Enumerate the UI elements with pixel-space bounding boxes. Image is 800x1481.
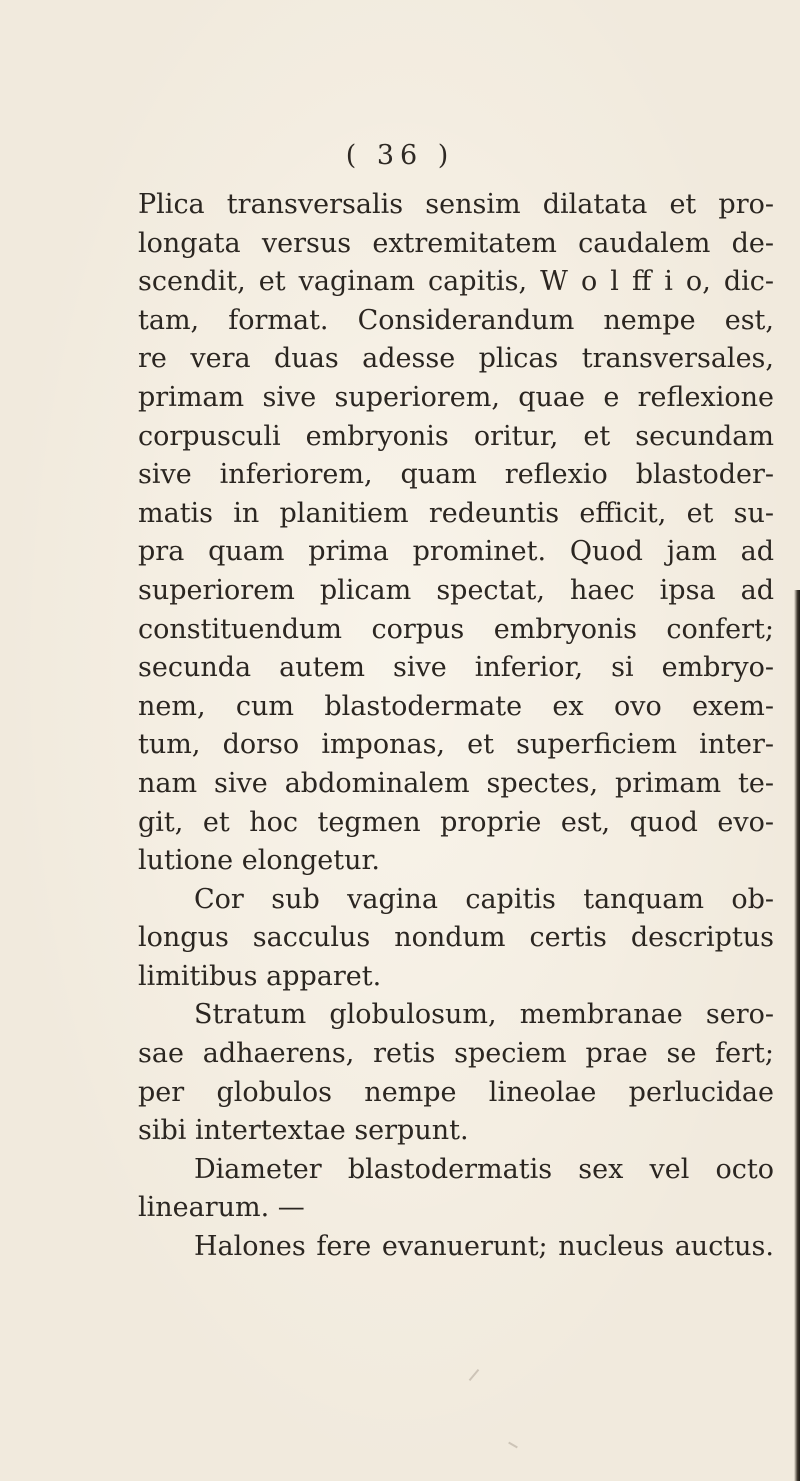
text-line: per globulos nempe lineolae perlucidae	[138, 1076, 774, 1108]
text-line: limitibus apparet.	[138, 960, 382, 992]
text-line: longata versus extremitatem caudalem de-	[138, 227, 774, 259]
text-line: Diameter blastodermatis sex vel octo	[194, 1153, 774, 1185]
text-line: sae adhaerens, retis speciem prae se fert;	[138, 1038, 774, 1070]
page-number: ( 36 )	[345, 140, 455, 171]
text-line: constituendum corpus embryonis confert;	[138, 613, 774, 645]
paper-blemish	[508, 1442, 518, 1449]
text-line: sibi intertextae serpunt.	[138, 1115, 469, 1147]
text-line: tam, format. Considerandum nempe est,	[138, 304, 774, 336]
paper-blemish	[469, 1369, 480, 1381]
text-line: Halones fere evanuerunt; nucleus auctus.	[194, 1231, 774, 1263]
text-line: secunda autem sive inferior, si embryo-	[138, 652, 774, 684]
text-line: Stratum globulosum, membranae sero-	[194, 999, 774, 1031]
page-edge-shadow	[794, 590, 800, 1481]
text-line: git, et hoc tegmen proprie est, quod evo-	[138, 806, 774, 838]
text-line: Plica transversalis sensim dilatata et pro-	[138, 189, 774, 220]
text-line: corpusculi embryonis oritur, et secundam	[138, 420, 774, 452]
text-line: primam sive superiorem, quae e reflexione	[138, 381, 774, 413]
text-line: superiorem plicam spectat, haec ipsa ad	[138, 574, 774, 606]
text-line: sive inferiorem, quam reflexio blastoder-	[138, 459, 774, 491]
text-line: tum, dorso imponas, et superficiem inter-	[138, 729, 774, 761]
text-line: linearum. —	[138, 1192, 305, 1224]
text-line: re vera duas adesse plicas transversales,	[138, 343, 774, 375]
text-line: lutione elongetur.	[138, 845, 380, 877]
text-line: longus sacculus nondum certis descriptus	[138, 922, 774, 954]
text-line: scendit, et vaginam capitis, W o l ff i o, dic-	[138, 266, 774, 298]
text-line: matis in planitiem redeuntis efficit, et su-	[138, 497, 774, 529]
text-line: nam sive abdominalem spectes, primam te-	[138, 767, 774, 799]
text-line: pra quam prima prominet. Quod jam ad	[138, 536, 774, 568]
body-text	[138, 186, 774, 1267]
text-line: Cor sub vagina capitis tanquam ob-	[194, 883, 774, 915]
text-line: nem, cum blastodermate ex ovo exem-	[138, 690, 774, 722]
